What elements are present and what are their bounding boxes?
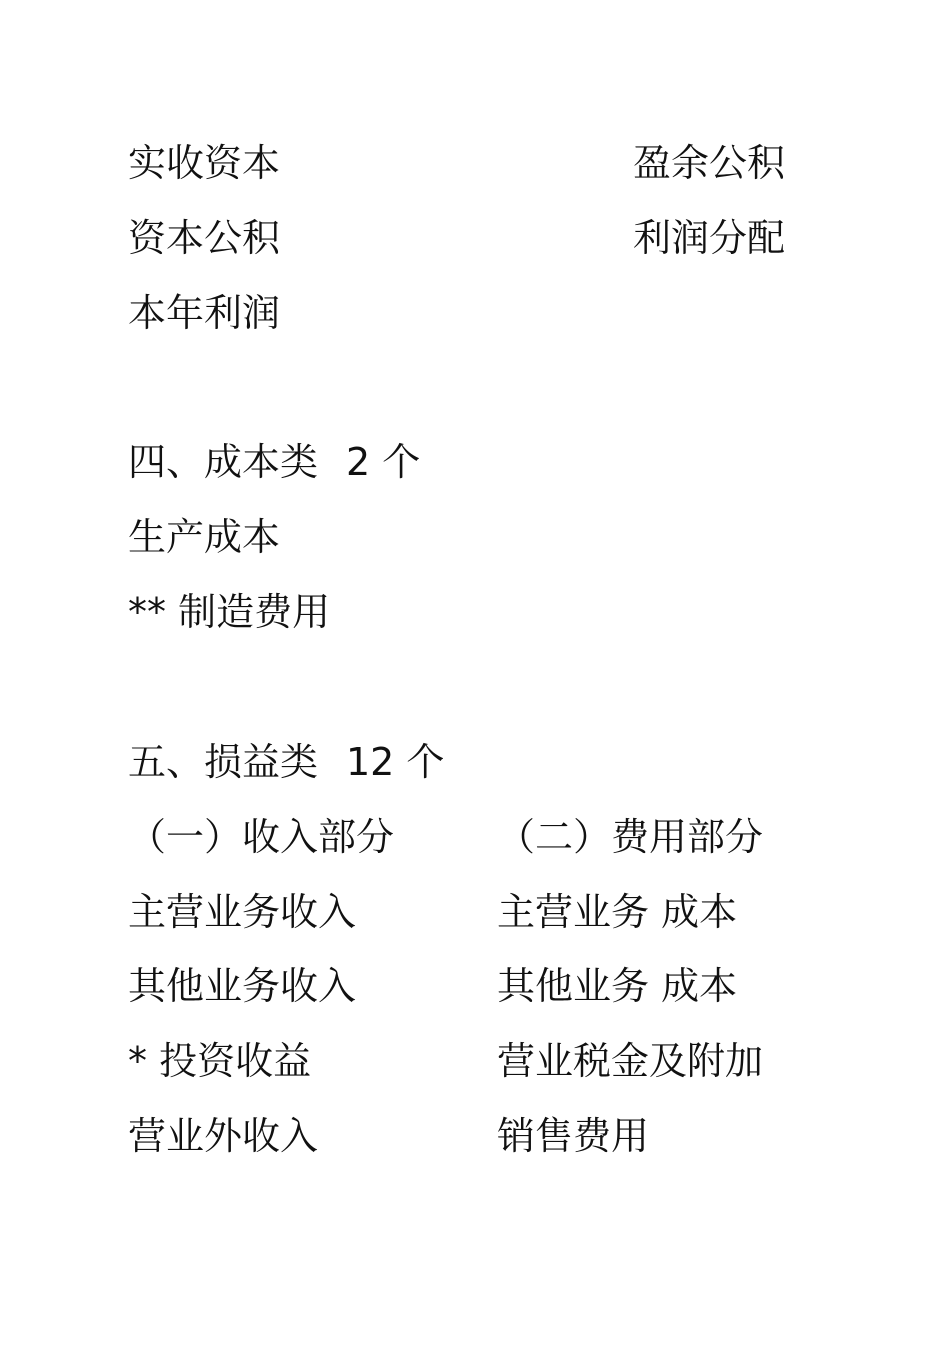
expense-item: 其他业务 成本 xyxy=(497,964,738,1008)
section-heading: 五、损益类 xyxy=(128,740,319,784)
cost-item: 生产成本 xyxy=(128,515,281,559)
expense-item: 销售费用 xyxy=(497,1114,650,1158)
income-item: * 投资收益 xyxy=(128,1039,312,1083)
section-count: 12 个 xyxy=(346,740,445,784)
equity-item: 本年利润 xyxy=(128,291,281,335)
income-item: 其他业务收入 xyxy=(128,964,357,1008)
expense-item: 主营业务 成本 xyxy=(497,890,738,934)
equity-item: 利润分配 xyxy=(633,216,786,260)
section-count: 2 个 xyxy=(346,440,421,484)
equity-item: 实收资本 xyxy=(128,141,281,185)
income-item: 主营业务收入 xyxy=(128,890,357,934)
cost-item: ** 制造费用 xyxy=(128,590,331,634)
equity-item: 资本公积 xyxy=(128,216,281,260)
section-heading: 四、成本类 xyxy=(128,440,319,484)
income-header: （一）收入部分 xyxy=(128,815,395,859)
expense-item: 营业税金及附加 xyxy=(497,1039,764,1083)
equity-item: 盈余公积 xyxy=(633,141,786,185)
expense-header: （二）费用部分 xyxy=(497,815,764,859)
income-item: 营业外收入 xyxy=(128,1114,319,1158)
